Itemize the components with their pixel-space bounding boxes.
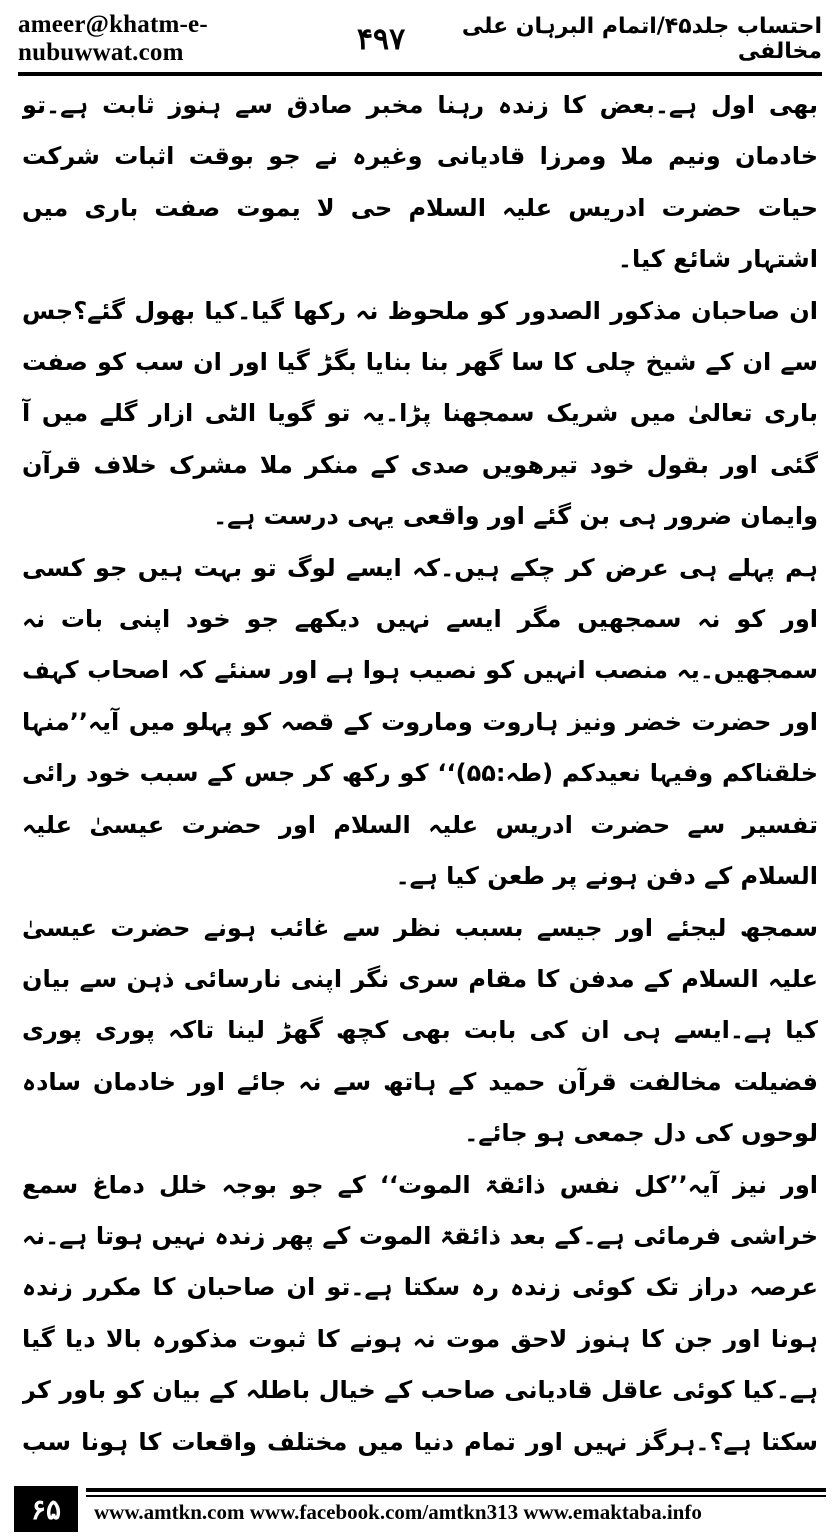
header-divider <box>18 72 822 76</box>
footer-urls[interactable]: www.amtkn.com www.facebook.com/amtkn313 www.emaktaba.info <box>94 1500 702 1524</box>
footer-divider <box>86 1488 826 1492</box>
paragraph: ان صاحبان مذکور الصدور کو ملحوظ نہ رکھا گیا۔کیا بھول گئے؟جس سے ان کے شیخ چلی کا سا گھر بنا بنایا بگڑ گیا اور ان سب کو صفت باری تعالیٰ میں شریک سمجھنا پڑا۔یہ تو گویا الٹی ازار گلے میں آ گئی اور بقول خود تیرھویں صدی کے منکر ملا مشرک خلاف قرآن وایمان ضرور ہی بن گئے اور واقعی یہی درست ہے۔ <box>22 296 818 531</box>
paragraph: بھی اول ہے۔بعض کا زندہ رہنا مخبر صادق سے ہنوز ثابت ہے۔تو خادمان ونیم ملا ومرزا قادیانی وغیرہ نے جو بوقت اثبات شرکت حیات حضرت ادریس علیہ السلام حی لا یموت صفت باری میں اشتہار شائع کیا۔ <box>22 91 818 274</box>
paragraph: اور نیز آیہ’’کل نفس ذائقۃ الموت‘‘ کے جو بوجہ خلل دماغ سمع خراشی فرمائی ہے۔کے بعد ذائقۃ الموت کے پھر زندہ نہیں ہوتا ہے۔نہ عرصہ دراز تک کوئی زندہ رہ سکتا ہے۔تو ان صاحبان کا مکرر زندہ ہونا اور جن کا ہنوز لاحق موت نہ ہونے کا ثبوت مذکورہ بالا دیا گیا ہے۔کیا کوئی عاقل قادیانی صاحب کے خیال باطلہ کے بیان کو باور کر سکتا ہے؟۔ہرگز نہیں اور تمام دنیا میں مختلف واقعات کا ہونا سب <box>22 1170 818 1456</box>
paragraph: ہم پہلے ہی عرض کر چکے ہیں۔کہ ایسے لوگ تو بہت ہیں جو کسی اور کو نہ سمجھیں مگر ایسے نہیں دیکھے جو خود اپنی بات نہ سمجھیں۔یہ منصب انہیں کو نصیب ہوا ہے اور سنئے کہ اصحاب کہف اور حضرت خضر ونیز ہاروت وماروت کے قصہ کو پہلو میں آیہ’’منہا خلقناکم وفیہا نعیدکم (طہ:۵۵)‘‘ کو رکھ کر جس کے سبب خود رائی تفسیر سے حضرت ادریس علیہ السلام اور حضرت عیسیٰ علیہ السلام کے دفن ہونے پر طعن کیا ہے۔ <box>22 553 818 891</box>
page-footer <box>14 1484 826 1536</box>
header-book-title: احتساب جلد۴۵/اتمام البرہان علی مخالفی <box>461 14 822 64</box>
header-left <box>18 11 405 67</box>
page-header <box>18 8 822 70</box>
paragraph: سمجھ لیجئے اور جیسے بسبب نظر سے غائب ہونے حضرت عیسیٰ علیہ السلام کے مدفن کا مقام سری نگر اپنی نارسائی ذہن سے بیان کیا ہے۔ایسے ہی ان کی بابت بھی کچھ گھڑ لینا تاکہ پوری پوری فضیلت مخالفت قرآن حمید کے ہاتھ سے نہ جائے اور خادمان سادہ لوحوں کی دل جمعی ہو جائے۔ <box>22 913 818 1148</box>
footer-page-number: ۶۵ <box>14 1486 78 1532</box>
page-body <box>22 80 818 1470</box>
footer-divider-thin <box>86 1495 826 1497</box>
header-page-number: ۴۹۷ <box>356 21 406 57</box>
header-email[interactable]: ameer@khatm-e-nubuwwat.com <box>18 11 208 66</box>
